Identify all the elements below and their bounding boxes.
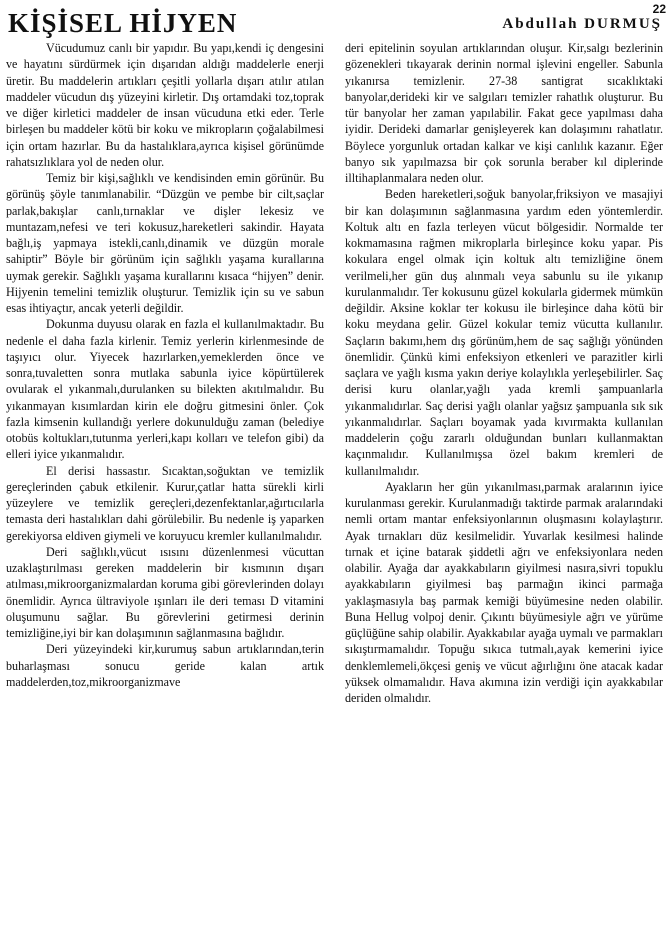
paragraph: Beden hareketleri,soğuk banyolar,friksiyon ve masajiyi bir kan dolaşımının sağlanmasına yardım eden yöntemlerdir. Koltuk altı en fazla terleyen vücut bölgesidir. Normalde ter kokmamasına rağmen mikroplarla birleşince koku yapar. Pis kokulara engel olmak için koltuk altı temizliğine önem verilmeli,her gün duş alınmalı veya sabunlu su ile yıkanıp kurulanmalıdır. Ter kokusunu güzel kokularla gidermek mümkün değildir. Aksine koklar ter kokusu ile birleşince daha kötü bir koku meydana gelir. Güzel kokular temiz vücutta kullanılır. Saçların bakımı,hem dış görünüm,hem de saç sağlığı yönünden önemlidir. Çünkü kimi enfeksiyon etkenleri ve parazitler kirli saçlara ve yağlı kısma yakın deriye kolaylıkla yerleşebilirler. Saç derisi kuru olanlar,yağlı yada kremli şampuanlarla yıkanmalıdırlar. Saç derisi yağlı olanlar yağsız şampuanla sık sık yıkanmalıdırlar. Saçları boyamak yada kıvırmakta kullanılan maddelerin çoğu zararlı olduğundan bunları kullanmaktan kaçınmalıdır. Kullanılmışsa özel bakım kremleri de kullanılmalıdır.	[345, 187, 663, 478]
paragraph: Temiz bir kişi,sağlıklı ve kendisinden emin görünür. Bu görünüş şöyle tanımlanabilir. “Düzgün ve pembe bir cilt,saçlar parlak,bakışlar canlı,tırnaklar ve dişler lekesiz ve muntazam,nefesi ve teri kokusuz,hareketleri sakindir. Hayata bağlı,iş yapmaya istekli,canlı,dinamik ve düzgün morale sahiptir” Böyle bir görünüm için sağlıklı yaşama kurallarına uymak gerekir. Sağlıklı yaşama kurallarını kısaca “hijyen” denir. Hijyenin temelini temizlik oluşturur. Temizlik için su ve sabun esas ihtiyaçtır, ancak yeterli değildir.	[6, 171, 324, 315]
paragraph: El derisi hassastır. Sıcaktan,soğuktan ve temizlik gereçlerinden çabuk etkilenir. Kurur,çatlar hatta sürekli kirli yüzeylere ve temizlik gereçleri,dezenfektanlar,ağırtıcılarla temasta deri hastalıkları dahi görülebilir. Bu nedenle iş yaparken gerekiyorsa eldiven giymeli ve koruyucu kremler kullanılmalıdır.	[6, 463, 324, 543]
paragraph: Vücudumuz canlı bir yapıdır. Bu yapı,kendi iç dengesini ve hayatını sürdürmek için dışarıdan aldığı maddelerle enerji üretir. Bu maddelerin artıkları çeşitli yollarla dışarı atılır atılan maddeler vücudun dış yüzeyini kirletir. Dış ortamdaki toz,toprak ve diğer kirletici maddeler de insan vücuduna etki eder. Terle birleşen bu maddeler kötü bir koku ve mikropların çoğalabilmesi için ortam hazırlar. Bu da hastalıklara,ayrıca kişisel görünümde rahatsızlıklara yol de neden olur.	[6, 41, 324, 169]
article-header	[6, 6, 666, 40]
article-title: KİŞİSEL HİJYEN	[8, 8, 238, 38]
author-name: Abdullah DURMUŞ	[502, 16, 662, 32]
paragraph: Deri yüzeyindeki kir,kurumuş sabun artıklarından,terin buharlaşması sonucu geride kalan artık maddelerden,toz,mikroorganizmave	[6, 642, 324, 689]
paragraph: Dokunma duyusu olarak en fazla el kullanılmaktadır. Bu nedenle el daha fazla kirlenir. Temiz yerlerin kirlenmesinde de taşıyıcı olur. Yiyecek hazırlarken,yemeklerden önce ve sonra,tuvaletten sonra mutlaka sabunla iyice köpürtülerek ovularak el yıkanmalı,durulanken su bilekten akıtılmalıdır. Bu yıkanmayan kısımlardan kirin ele doğru gitmesini önler. Çok fazla kimsenin kullandığı yerlere dokunulduğu zaman (belediye otobüs koltukları,tutunma yerleri,kapı kolları ve telefon gibi) da elleri iyice yıkanmalıdır.	[6, 317, 324, 462]
left-column	[6, 40, 324, 936]
paragraph: Deri sağlıklı,vücut ısısını düzenlenmesi vücuttan uzaklaştırılması gereken maddelerin bir kısmının dışarı atılması,mikroorganizmalardan koruma gibi görevlerinden dolayı önemlidir. Ayrıca ültraviyole ışınları ile deri teması D vitamini oluşumunu sağlar. Bu görevlerini getirmesi derinin temizliğine,iyi bir kan dolaşımının sağlanmasına bağlıdır.	[6, 544, 324, 640]
page-number: 22	[652, 2, 666, 16]
right-column	[345, 40, 663, 936]
paragraph-continuation: deri epitelinin soyulan artıklarından oluşur. Kir,salgı bezlerinin gözenekleri tıkayarak derinin normal işlevini engeller. Sabunla yıkanırsa temizlenir. 27-38 santigrat sıcaklıktaki banyolar,derideki kir ve salgıları temizler rahatlık oluşturur. Bu tür banyolar her zaman yapılabilir. Fakat gece yapılması daha iyidir. Derideki damarlar genişleyerek kan dolaşımını rahatlatır. Böylece yorgunluk ortadan kalkar ve kişi canlılık kazanır. Eğer banyo sık yapılmazsa bir çok sorunla beraber kıl diplerinde illtihaplanmalara neden olur.	[345, 41, 663, 185]
paragraph: Ayakların her gün yıkanılması,parmak aralarının iyice kurulanması gerekir. Kurulanmadığı taktirde parmak aralarındaki nemli ortam mantar enfeksiyonlarının oluşmasını kolaylaştırır. Ayak tırnakları düz kesilmelidir. Yuvarlak kesilmesi halinde tırnak et içine batarak şiddetli ağrı ve enfeksiyonlara neden olabilir. Ayağa dar ayakkabıların giyilmesi nasıra,sivri topuklu ayakkabıların giyilmesi baş parmağın ikinci parmağa yaklaşmasıyla baş parmak kemiği büyümesine neden olabilir. Buna Hellug volpoj denir. Çıkıntı büyümesiyle ağrı ve yürüme güçlüğüne sahip olabilir. Ayakkabılar ayağa uymalı ve parmakları sıkıştırmamalıdır. Topuğu sıkıca tutmalı,ayak kemerini iyice denklemlemeli,ökçesi geniş ve vücut ağırlığını öne atacak kadar yüksek olmamalıdır. Hava akımına izin verdiği için ayakkabılar deriden olmalıdır.	[345, 479, 663, 705]
